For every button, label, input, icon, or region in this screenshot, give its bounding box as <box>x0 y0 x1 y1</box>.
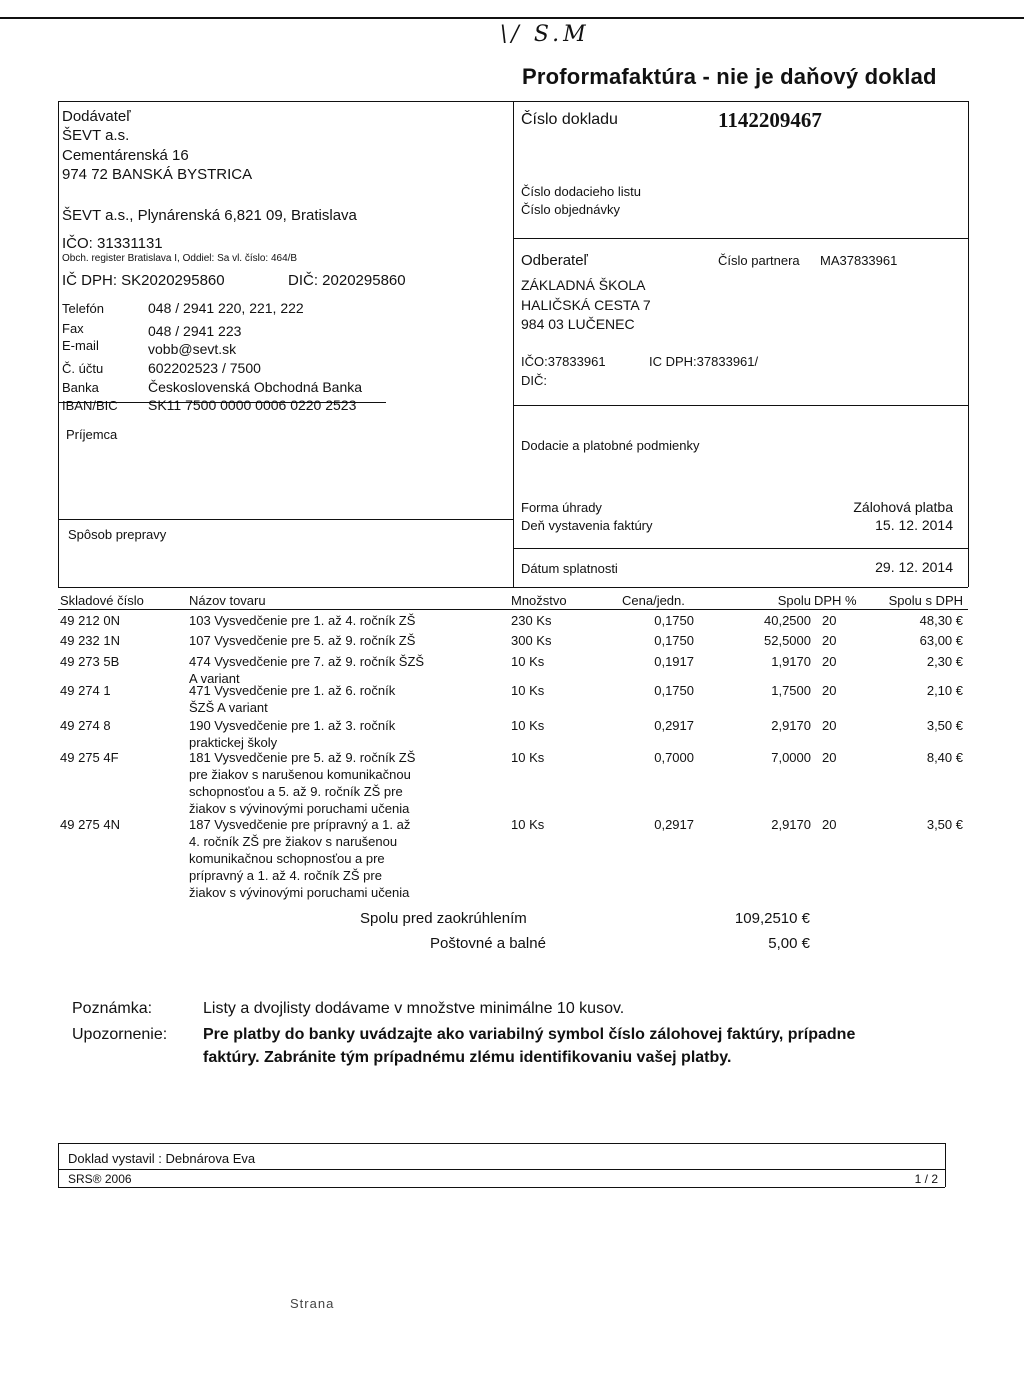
customer-ic-dph: IC DPH:37833961/ <box>649 354 759 369</box>
customer-city: 984 03 LUČENEC <box>521 316 635 332</box>
footer-bottom-rule <box>58 1187 945 1188</box>
note-text: Listy a dvojlisty dodávame v množstve minimálne 10 kusov. <box>203 1000 625 1017</box>
frame-middle <box>513 101 514 587</box>
cell-qty: 10 Ks <box>511 817 545 832</box>
cell-unit-price: 0,1917 <box>654 654 694 669</box>
cell-vat: 20 <box>822 817 837 832</box>
supplier-name: ŠEVT a.s. <box>62 127 130 144</box>
transport-divider <box>58 519 513 520</box>
cell-total-vat: 3,50 € <box>926 718 963 733</box>
supplier-hq: ŠEVT a.s., Plynárenská 6,821 09, Bratislava <box>62 207 357 224</box>
cell-total: 52,5000 <box>764 633 811 648</box>
cell-name-line: 107 Vysvedčenie pre 5. až 9. ročník ZŠ <box>189 633 416 648</box>
supplier-street: Cementárenská 16 <box>62 147 189 164</box>
header-vat: DPH % <box>814 593 857 608</box>
cell-vat: 20 <box>822 633 837 648</box>
cell-name-line: 4. ročník ZŠ pre žiakov s narušenou <box>189 834 398 849</box>
terms-divider <box>513 405 968 406</box>
cell-qty: 10 Ks <box>511 750 545 765</box>
cell-sku: 49 273 5B <box>60 654 120 669</box>
contact-label: Č. účtu <box>62 361 104 376</box>
note-label: Poznámka: <box>72 1000 153 1017</box>
partner-number: MA37833961 <box>820 253 898 268</box>
cell-name-line: schopnosťou a 5. až 9. ročník ZŠ pre <box>189 784 403 799</box>
footer-left-rule <box>58 1143 59 1187</box>
document-title: Proformafaktúra - nie je daňový doklad <box>522 64 937 89</box>
cell-vat: 20 <box>822 718 837 733</box>
supplier-ico: IČO: 31331131 <box>62 235 163 252</box>
document-number: 1142209467 <box>718 108 822 132</box>
cell-name-line: 190 Vysvedčenie pre 1. až 3. ročník <box>189 718 396 733</box>
warning-text-line1: Pre platby do banky uvádzajte ako variabilný symbol číslo zálohovej faktúry, prípadne <box>203 1026 856 1043</box>
page-number: 1 / 2 <box>914 1172 938 1186</box>
cell-qty: 230 Ks <box>511 613 552 628</box>
cell-sku: 49 232 1N <box>60 633 120 648</box>
cell-total: 40,2500 <box>764 613 811 628</box>
cell-unit-price: 0,1750 <box>654 683 694 698</box>
due-date: 29. 12. 2014 <box>875 559 953 575</box>
cell-vat: 20 <box>822 654 837 669</box>
contact-label: Banka <box>62 380 99 395</box>
cell-name-line: komunikačnou schopnosťou a pre <box>189 851 385 866</box>
delivery-note-label: Číslo dodacieho listu <box>521 184 641 199</box>
customer-dic: DIČ: <box>521 373 547 388</box>
document-number-label: Číslo dokladu <box>521 111 618 128</box>
cell-vat: 20 <box>822 750 837 765</box>
cell-total: 1,7500 <box>771 683 811 698</box>
recipient-label: Príjemca <box>66 427 118 442</box>
supplier-dic: DIČ: 2020295860 <box>288 272 406 289</box>
order-number-label: Číslo objednávky <box>521 202 620 217</box>
cell-total: 1,9170 <box>771 654 811 669</box>
cell-sku: 49 275 4N <box>60 817 120 832</box>
cell-name-line: pre žiakov s narušenou komunikačnou <box>189 767 411 782</box>
cell-qty: 10 Ks <box>511 718 545 733</box>
cell-qty: 300 Ks <box>511 633 552 648</box>
postage-label: Poštovné a balné <box>430 935 546 952</box>
transport-label: Spôsob prepravy <box>68 527 167 542</box>
terms-label: Dodacie a platobné podmienky <box>521 438 700 453</box>
handwritten-mark: \/ S.M <box>500 22 590 47</box>
cell-unit-price: 0,2917 <box>654 817 694 832</box>
contact-value: 048 / 2941 223 <box>148 323 242 339</box>
cell-total: 2,9170 <box>771 817 811 832</box>
cell-vat: 20 <box>822 683 837 698</box>
contact-value: SK11 7500 0000 0006 0220 2523 <box>148 397 357 413</box>
due-date-label: Dátum splatnosti <box>521 561 618 576</box>
bottom-mark: Strana <box>290 1296 335 1311</box>
supplier-ic-dph: IČ DPH: SK2020295860 <box>62 272 225 289</box>
cell-name-line: A variant <box>189 671 240 686</box>
cell-total-vat: 63,00 € <box>919 633 963 648</box>
payment-method-label: Forma úhrady <box>521 500 602 515</box>
cell-sku: 49 212 0N <box>60 613 120 628</box>
cell-total-vat: 3,50 € <box>926 817 963 832</box>
partner-number-label: Číslo partnera <box>718 253 800 268</box>
subtotal-value: 109,2510 € <box>734 910 810 927</box>
due-divider <box>513 548 968 549</box>
cell-name-line: prípravný a 1. až 4. ročník ZŠ pre <box>189 868 382 883</box>
cell-name-line: 471 Vysvedčenie pre 1. až 6. ročník <box>189 683 396 698</box>
cell-name-line: žiakov s vývinovými poruchami učenia <box>189 801 410 816</box>
cell-name-line: praktickej školy <box>189 735 278 750</box>
cell-total-vat: 2,30 € <box>926 654 963 669</box>
customer-street: HALIČSKÁ CESTA 7 <box>521 297 651 313</box>
footer-top-rule <box>58 1143 945 1144</box>
cell-qty: 10 Ks <box>511 683 545 698</box>
software-label: SRS® 2006 <box>68 1172 132 1186</box>
contact-value: 048 / 2941 220, 221, 222 <box>148 300 304 316</box>
cell-name-line: 103 Vysvedčenie pre 1. až 4. ročník ZŠ <box>189 613 416 628</box>
cell-total-vat: 48,30 € <box>919 613 963 628</box>
contact-value: Československá Obchodná Banka <box>148 379 363 395</box>
warning-label: Upozornenie: <box>72 1026 168 1043</box>
contact-label: E-mail <box>62 338 99 353</box>
cell-name-line: 187 Vysvedčenie pre prípravný a 1. až <box>189 817 411 832</box>
cell-unit-price: 0,1750 <box>654 633 694 648</box>
contact-label: IBAN/BIC <box>62 398 118 413</box>
cell-unit-price: 0,7000 <box>654 750 694 765</box>
top-rule <box>0 17 1024 19</box>
frame-right <box>968 101 969 587</box>
cell-name-line: 181 Vysvedčenie pre 5. až 9. ročník ZŠ <box>189 750 416 765</box>
subtotal-label: Spolu pred zaokrúhlením <box>360 910 527 927</box>
cell-vat: 20 <box>822 613 837 628</box>
contact-label: Telefón <box>62 301 104 316</box>
supplier-city: 974 72 BANSKÁ BYSTRICA <box>62 166 253 183</box>
cell-qty: 10 Ks <box>511 654 545 669</box>
cell-unit-price: 0,2917 <box>654 718 694 733</box>
header-name: Názov tovaru <box>189 593 266 608</box>
cell-sku: 49 275 4F <box>60 750 119 765</box>
header-total: Spolu <box>777 593 811 608</box>
contact-label: Fax <box>62 321 84 336</box>
header-sku: Skladové číslo <box>60 593 144 608</box>
customer-divider <box>513 238 968 239</box>
cell-total-vat: 8,40 € <box>926 750 963 765</box>
customer-ico: IČO:37833961 <box>521 354 606 369</box>
supplier-label: Dodávateľ <box>62 108 131 125</box>
issue-date-label: Deň vystavenia faktúry <box>521 518 653 533</box>
postage-value: 5,00 € <box>768 935 810 952</box>
customer-label: Odberateľ <box>521 252 588 269</box>
issued-by: Doklad vystavil : Debnárova Eva <box>68 1151 256 1166</box>
cell-sku: 49 274 8 <box>60 718 111 733</box>
cell-name-line: 474 Vysvedčenie pre 7. až 9. ročník ŠZŠ <box>189 654 425 669</box>
cell-sku: 49 274 1 <box>60 683 111 698</box>
payment-method: Zálohová platba <box>853 499 953 515</box>
customer-name: ZÁKLADNÁ ŠKOLA <box>521 277 646 293</box>
warning-text-line2: faktúry. Zabránite tým prípadnému zlému identifikovaniu vašej platby. <box>203 1049 732 1066</box>
contact-value: 602202523 / 7500 <box>148 360 261 376</box>
issue-date: 15. 12. 2014 <box>875 517 953 533</box>
cell-total-vat: 2,10 € <box>926 683 963 698</box>
cell-name-line: ŠZŠ A variant <box>189 700 268 715</box>
cell-total: 7,0000 <box>771 750 811 765</box>
cell-unit-price: 0,1750 <box>654 613 694 628</box>
header-unit-price: Cena/jedn. <box>622 593 685 608</box>
supplier-register: Obch. register Bratislava I, Oddiel: Sa vl. číslo: 464/B <box>62 253 298 264</box>
header-qty: Množstvo <box>511 593 567 608</box>
cell-total: 2,9170 <box>771 718 811 733</box>
footer-mid-rule <box>58 1169 945 1170</box>
contact-value: vobb@sevt.sk <box>148 341 237 357</box>
footer-right-rule <box>945 1143 946 1187</box>
frame-bottom <box>58 587 968 588</box>
table-header-rule <box>58 609 968 610</box>
header-total-vat: Spolu s DPH <box>888 593 963 608</box>
cell-name-line: žiakov s vývinovými poruchami učenia <box>189 885 410 900</box>
frame-left <box>58 101 59 587</box>
